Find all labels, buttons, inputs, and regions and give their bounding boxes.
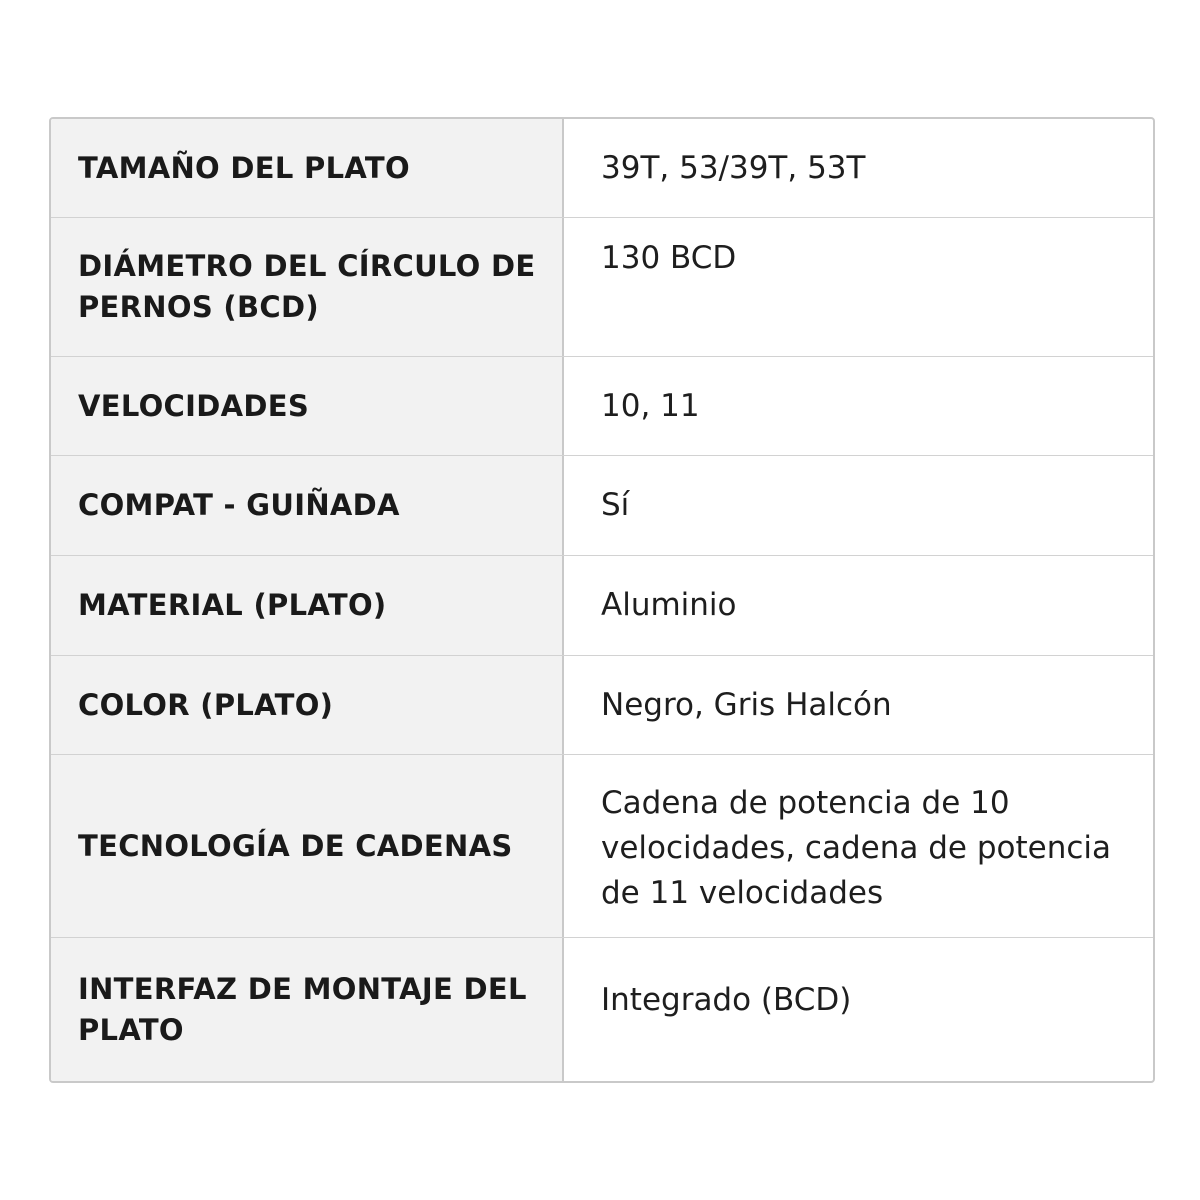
spec-value: Sí: [601, 487, 630, 523]
spec-table: [49, 117, 1155, 1083]
spec-label: TECNOLOGÍA DE CADENAS: [51, 755, 564, 937]
spec-row: [51, 356, 1153, 455]
spec-row: [51, 455, 1153, 555]
spec-label: COLOR (PLATO): [51, 656, 564, 754]
spec-label: TAMAÑO DEL PLATO: [51, 119, 564, 217]
spec-row: [51, 217, 1153, 356]
spec-value: Negro, Gris Halcón: [601, 686, 892, 723]
spec-row: [51, 655, 1153, 754]
spec-row: [51, 754, 1153, 937]
spec-value: 39T, 53/39T, 53T: [601, 149, 866, 186]
spec-row: [51, 555, 1153, 655]
spec-row: [51, 119, 1153, 217]
spec-value: 130 BCD: [601, 240, 737, 276]
spec-row: [51, 937, 1153, 1081]
spec-value: 10, 11: [601, 387, 700, 424]
spec-label: MATERIAL (PLATO): [51, 556, 564, 655]
spec-value: Cadena de potencia de 10 velocidades, cadena de potencia de 11 velocidades: [601, 784, 1112, 911]
spec-value: Integrado (BCD): [601, 982, 852, 1018]
spec-label: DIÁMETRO DEL CÍRCULO DE PERNOS (BCD): [51, 218, 564, 356]
spec-label: INTERFAZ DE MONTAJE DEL PLATO: [51, 938, 564, 1081]
spec-label: COMPAT - GUIÑADA: [51, 456, 564, 555]
spec-value: Aluminio: [601, 587, 737, 623]
spec-label: VELOCIDADES: [51, 357, 564, 455]
